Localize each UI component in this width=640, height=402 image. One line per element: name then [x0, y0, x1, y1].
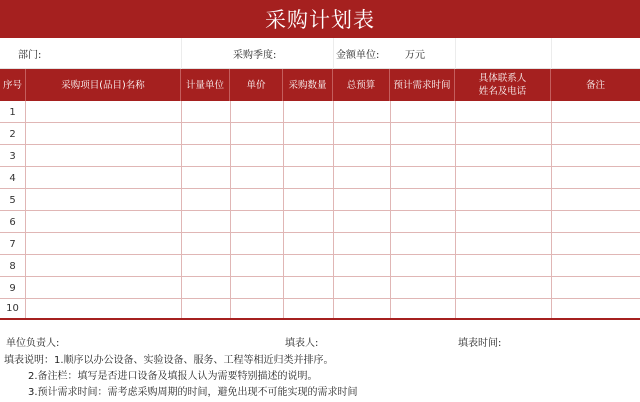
table-row — [0, 255, 640, 277]
info-grid-line — [455, 38, 456, 69]
header-measure: 计量单位 — [181, 69, 230, 101]
filler-label: 填表人: — [285, 337, 319, 349]
row-number: 7 — [9, 238, 16, 250]
row-number: 8 — [9, 260, 16, 272]
fill-time-label: 填表时间: — [458, 337, 502, 349]
table-header — [0, 69, 640, 101]
table-bottom-border — [0, 318, 640, 320]
table-row — [0, 123, 640, 145]
table-row — [0, 297, 640, 319]
note-line: 3.预计需求时间：需考虑采购周期的时间，避免出现不可能实现的需求时间 — [28, 387, 358, 398]
table-row — [0, 167, 640, 189]
column-divider — [230, 101, 231, 319]
table-row — [0, 145, 640, 167]
row-number: 4 — [9, 172, 16, 184]
amount-unit-label: 金额单位: — [336, 50, 380, 61]
header-price: 单价 — [230, 69, 283, 101]
page-title: 采购计划表 — [0, 0, 640, 38]
column-divider — [333, 101, 334, 319]
responsible-label: 单位负责人: — [6, 337, 60, 349]
header-qty: 采购数量 — [283, 69, 333, 101]
header-contact — [455, 69, 551, 101]
row-number: 5 — [9, 194, 16, 206]
header-contact-line2: 姓名及电话 — [478, 86, 527, 97]
department-label: 部门: — [18, 50, 42, 61]
amount-unit-value: 万元 — [405, 50, 425, 61]
season-label: 采购季度: — [233, 50, 277, 61]
column-divider — [25, 101, 26, 319]
table-row — [0, 277, 640, 299]
row-number: 6 — [9, 216, 16, 228]
row-number: 2 — [9, 128, 16, 140]
note-line: 2.备注栏：填写是否进口设备及填报人认为需要特别描述的说明。 — [28, 371, 318, 382]
table-row — [0, 211, 640, 233]
column-divider — [551, 101, 552, 319]
header-seq: 序号 — [0, 69, 26, 101]
header-item: 采购项目(品目)名称 — [26, 69, 181, 101]
table-row — [0, 233, 640, 255]
row-number: 1 — [9, 106, 16, 118]
header-budget: 总预算 — [333, 69, 390, 101]
header-time: 预计需求时间 — [390, 69, 455, 101]
row-number: 10 — [6, 302, 19, 314]
column-divider — [283, 101, 284, 319]
signature-row — [0, 331, 640, 351]
note-line: 填表说明：1.顺序以办公设备、实验设备、服务、工程等相近归类并排序。 — [4, 355, 334, 366]
row-number: 3 — [9, 150, 16, 162]
info-grid-line — [333, 38, 334, 69]
header-contact-line1: 具体联系人 — [478, 73, 527, 84]
table-row — [0, 101, 640, 123]
table-row — [0, 189, 640, 211]
column-divider — [455, 101, 456, 319]
info-row — [0, 38, 640, 69]
info-grid-line — [181, 38, 182, 69]
info-grid-line — [551, 38, 552, 69]
header-remark: 备注 — [585, 79, 605, 91]
column-divider — [181, 101, 182, 319]
column-divider — [390, 101, 391, 319]
row-number: 9 — [9, 282, 16, 294]
table-body — [0, 101, 640, 321]
